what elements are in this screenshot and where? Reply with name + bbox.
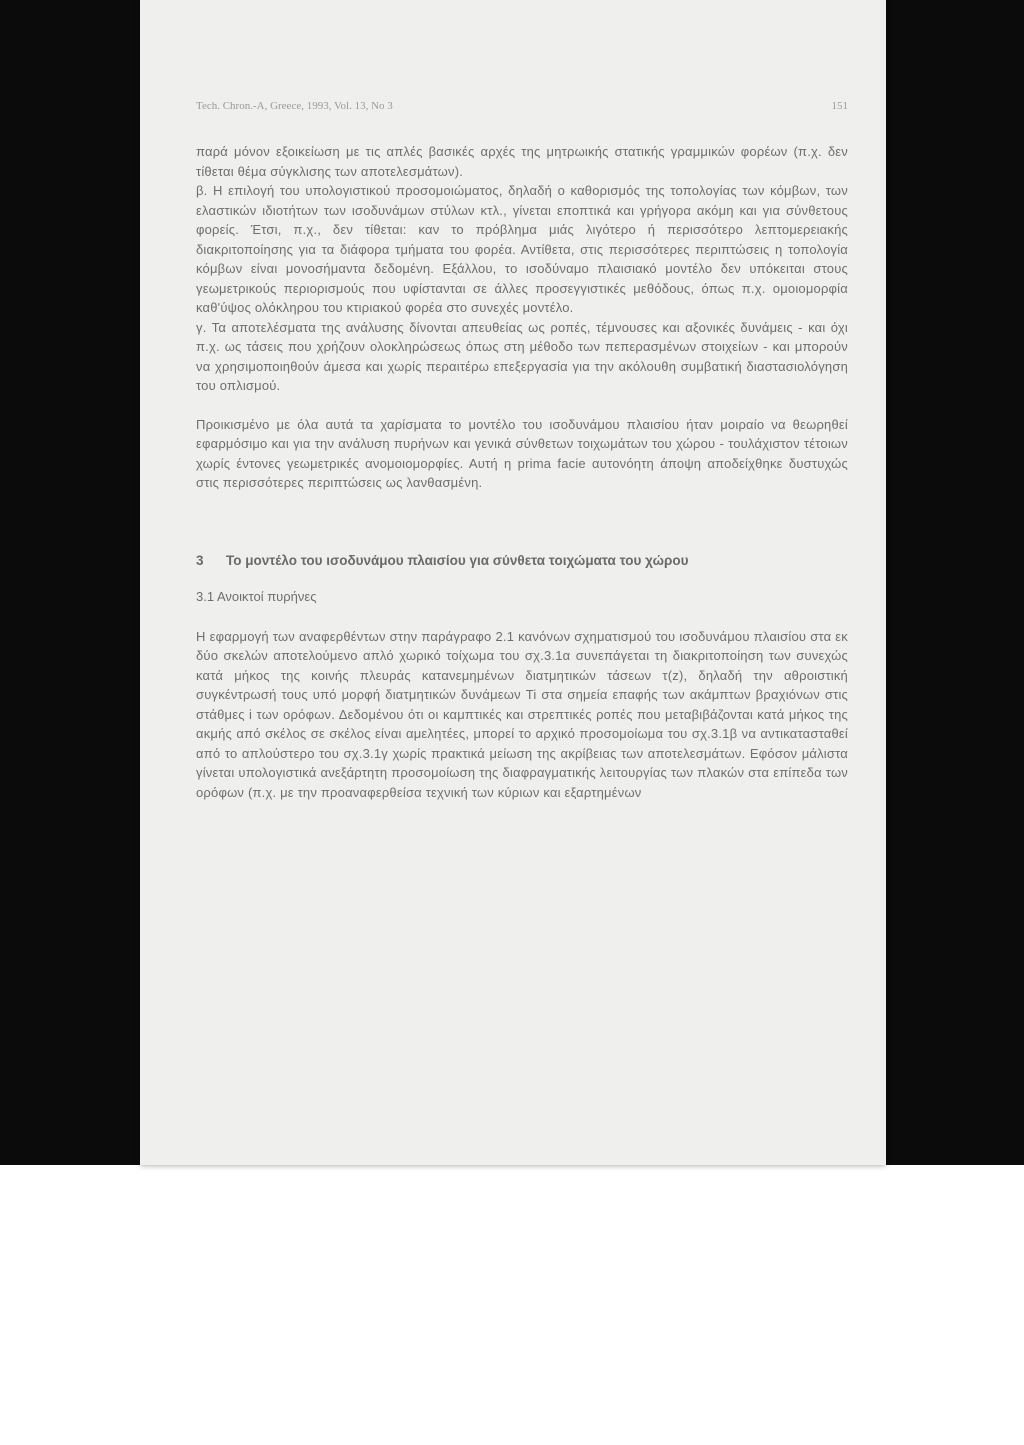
paragraph-summary: Προικισμένο με όλα αυτά τα χαρίσματα το μοντέλο του ισοδυνάμου πλαισίου ήταν μοιραίο να θεωρηθεί εφαρμόσιμο και για την ανάλυση πυρήνων και γενικά σύνθετων τοιχωμάτων του χώρου - τουλάχιστον τέτοιων χωρίς έντονες γεωμετρικές ανομοιομορφίες. Αυτή η prima facie αυτονόητη άποψη αποδείχθηκε δυστυχώς στις περισσότερες περιπτώσεις ως λανθασμένη. bbox=[196, 416, 848, 490]
section-heading bbox=[196, 551, 848, 571]
running-header bbox=[196, 100, 848, 112]
subsection-heading: 3.1 Ανοικτοί πυρήνες bbox=[196, 588, 317, 604]
section-title: Το μοντέλο του ισοδυνάμου πλαισίου για σύνθετα τοιχώματα του χώρου bbox=[226, 552, 689, 568]
page-content bbox=[196, 100, 848, 802]
paragraph-3-1: Η εφαρμογή των αναφερθέντων στην παράγραφο 2.1 κανόνων σχηματισμού του ισοδυνάμου πλαισίου στα εκ δύο σκελών αποτελούμενο απλό χωρικό τοίχωμα του σχ.3.1α συνεπάγεται τη διακριτοποίηση των συνεχώς κατά μήκος της κοινής πλευράς κατανεμημένων διατμητικών τάσεων τ(z), δηλαδή την αθροιστική συγκέντρωσή τους υπό μορφή διατμητικών δυνάμεων Ti στα σημεία επαφής των ακάμπτων βραχιόνων στις στάθμες i των ορόφων. Δεδομένου ότι οι καμπτικές και στρεπτικές ροπές που μεταβιβάζονται κατά μήκος της ακμής από σκέλος σε σκέλος είναι αμελητέες, μπορεί το αρχικό προσομοίωμα του σχ.3.1β να αντικατασταθεί από το απλούστερο του σχ.3.1γ χωρίς πρακτικά μείωση της ακρίβειας των αποτελεσμάτων. Εφόσον μάλιστα γίνεται υπολογιστικά ανεξάρτητη προσομοίωση της διαφραγματικής λειτουργίας των πλακών στα επίπεδα των ορόφων (π.χ. με την προαναφερθείσα τεχνική των κύριων και εξαρτημένων bbox=[196, 628, 848, 800]
paragraph-c: γ. Τα αποτελέσματα της ανάλυσης δίνονται απευθείας ως ροπές, τέμνουσες και αξονικές δυνάμεις - και όχι π.χ. ως τάσεις που χρήζουν ολοκληρώσεως όπως στη μέθοδο των πεπερασμένων στοιχείων - και μπορούν να χρησιμοποιηθούν άμεσα και χωρίς περαιτέρω επεξεργασία για την ακόλουθη συμβατική διαστασιολόγηση του οπλισμού. bbox=[196, 319, 848, 393]
spacer bbox=[196, 396, 848, 415]
paragraph-b: β. Η επιλογή του υπολογιστικού προσομοιώματος, δηλαδή ο καθορισμός της τοπολογίας των κόμβων, των ελαστικών ιδιοτήτων των ισοδυνάμων στύλων κτλ., γίνεται εποπτικά και γρήγορα ακόμη και για σύνθετους φορείς. Έτσι, π.χ., δεν τίθεται: καν το πρόβλημα μιάς λιγότερο ή περισσότερο λεπτομερειακής διακριτοποίησης για τα διάφορα τμήματα του φορέα. Αντίθετα, στις περισσότερες περιπτώσεις η τοπολογία κόμβων είναι μονοσήμαντα δεδομένη. Εξάλλου, το ισοδύναμο πλαισιακό μοντέλο δεν υπόκειται στους γεωμετρικούς περιορισμούς που υφίστανται σε άλλες προσεγγιστικές μεθόδους, όπως π.χ. ομοιομορφία καθ'ύψος ολόκληρου του κτιριακού φορέα στο συνεχές μοντέλο. bbox=[196, 183, 848, 315]
paragraph-b-continuation: παρά μόνον εξοικείωση με τις απλές βασικές αρχές της μητρωικής στατικής γραμμικών φορέων (π.χ. δεν τίθεται θέμα σύγκλισης των αποτελεσμάτων). bbox=[196, 144, 848, 179]
journal-citation: Tech. Chron.-A, Greece, 1993, Vol. 13, No 3 bbox=[196, 100, 393, 112]
section-number: 3 bbox=[196, 552, 204, 568]
page-number: 151 bbox=[831, 100, 848, 112]
paper-page bbox=[140, 0, 886, 1165]
spacer bbox=[196, 493, 848, 551]
